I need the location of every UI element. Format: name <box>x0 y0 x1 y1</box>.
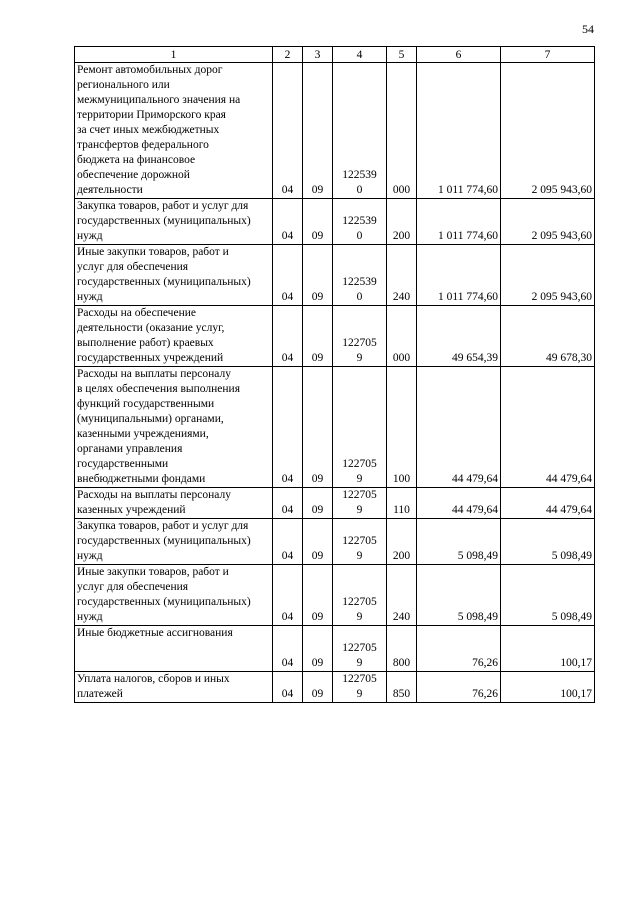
row-name-line: государственных (муниципальных) <box>77 215 251 227</box>
section-code-cell: 04 <box>273 672 303 703</box>
row-name-padding <box>77 641 270 656</box>
section-code-cell: 04 <box>273 306 303 367</box>
amount-cell-year2: 2 095 943,60 <box>501 63 595 199</box>
expense-type-cell: 000 <box>387 63 417 199</box>
row-name-cell <box>75 245 273 306</box>
target-article-line: 122539 <box>342 215 377 227</box>
row-name-line: Расходы на выплаты персоналу <box>77 368 231 380</box>
target-article-line: 122705 <box>342 535 377 547</box>
target-article-cell <box>333 306 387 367</box>
table-row <box>75 199 595 245</box>
amount-cell-year2: 44 479,64 <box>501 367 595 488</box>
row-name-cell <box>75 488 273 519</box>
amount-cell-year2: 5 098,49 <box>501 519 595 565</box>
expense-type-cell: 800 <box>387 626 417 672</box>
row-name-line: нужд <box>77 291 103 303</box>
row-name-line: Закупка товаров, работ и услуг для <box>77 520 249 532</box>
amount-cell-year1: 1 011 774,60 <box>417 245 501 306</box>
row-name-line: трансфертов федерального <box>77 139 209 151</box>
row-name-padding <box>77 656 270 671</box>
row-name-line: территории Приморского края <box>77 109 226 121</box>
target-article-line: 9 <box>356 550 363 562</box>
table-body <box>75 63 595 703</box>
amount-cell-year1: 44 479,64 <box>417 488 501 519</box>
row-name-cell <box>75 565 273 626</box>
row-name-line: межмуниципального значения на <box>77 94 241 106</box>
header-cell-7: 7 <box>501 47 595 63</box>
row-name-cell <box>75 367 273 488</box>
target-article-line: 9 <box>356 504 363 516</box>
target-article-line: 122539 <box>342 169 377 181</box>
row-name-line: платежей <box>77 688 123 700</box>
target-article-line: 9 <box>356 657 363 669</box>
row-name-line: функций государственными <box>77 398 215 410</box>
row-name-line: обеспечение дорожной <box>77 169 190 181</box>
row-name-line: казенными учреждениями, <box>77 428 209 440</box>
amount-cell-year1: 76,26 <box>417 672 501 703</box>
row-name-line: услуг для обеспечения <box>77 261 189 273</box>
expense-type-cell: 000 <box>387 306 417 367</box>
row-name-line: Расходы на обеспечение <box>77 307 196 319</box>
amount-cell-year2: 2 095 943,60 <box>501 199 595 245</box>
subsection-code-cell: 09 <box>303 626 333 672</box>
row-name-line: (муниципальными) органами, <box>77 413 224 425</box>
amount-cell-year1: 5 098,49 <box>417 565 501 626</box>
row-name-cell <box>75 199 273 245</box>
header-cell-5: 5 <box>387 47 417 63</box>
table-row <box>75 488 595 519</box>
row-name-line: в целях обеспечения выполнения <box>77 383 240 395</box>
row-name-line: Иные закупки товаров, работ и <box>77 246 229 258</box>
expense-type-cell: 200 <box>387 519 417 565</box>
expense-type-cell: 850 <box>387 672 417 703</box>
target-article-line: 122705 <box>342 673 377 685</box>
subsection-code-cell: 09 <box>303 488 333 519</box>
section-code-cell: 04 <box>273 626 303 672</box>
expense-type-cell: 240 <box>387 245 417 306</box>
target-article-line: 9 <box>356 611 363 623</box>
target-article-line: 0 <box>356 230 363 242</box>
table-row <box>75 565 595 626</box>
row-name-line: регионального или <box>77 79 170 91</box>
subsection-code-cell: 09 <box>303 672 333 703</box>
target-article-cell <box>333 626 387 672</box>
section-code-cell: 04 <box>273 199 303 245</box>
target-article-cell <box>333 245 387 306</box>
row-name-cell <box>75 63 273 199</box>
target-article-line: 122539 <box>342 276 377 288</box>
amount-cell-year1: 44 479,64 <box>417 367 501 488</box>
amount-cell-year2: 5 098,49 <box>501 565 595 626</box>
row-name-line: органами управления <box>77 443 183 455</box>
section-code-cell: 04 <box>273 565 303 626</box>
table-row <box>75 245 595 306</box>
expense-type-cell: 110 <box>387 488 417 519</box>
header-cell-1: 1 <box>75 47 273 63</box>
amount-cell-year1: 76,26 <box>417 626 501 672</box>
amount-cell-year2: 2 095 943,60 <box>501 245 595 306</box>
row-name-line: нужд <box>77 230 103 242</box>
row-name-line: государственных (муниципальных) <box>77 596 251 608</box>
row-name-line: выполнение работ) краевых <box>77 337 214 349</box>
expense-type-cell: 100 <box>387 367 417 488</box>
target-article-line: 9 <box>356 352 363 364</box>
subsection-code-cell: 09 <box>303 306 333 367</box>
row-name-cell <box>75 519 273 565</box>
amount-cell-year1: 1 011 774,60 <box>417 63 501 199</box>
section-code-cell: 04 <box>273 519 303 565</box>
row-name-cell <box>75 672 273 703</box>
row-name-line: казенных учреждений <box>77 504 186 516</box>
subsection-code-cell: 09 <box>303 519 333 565</box>
header-row <box>75 47 595 63</box>
row-name-line: внебюджетными фондами <box>77 473 206 485</box>
target-article-line: 9 <box>356 473 363 485</box>
row-name-line: деятельности (оказание услуг, <box>77 322 225 334</box>
expense-type-cell: 200 <box>387 199 417 245</box>
amount-cell-year2: 100,17 <box>501 626 595 672</box>
target-article-cell <box>333 519 387 565</box>
row-name-line: государственных учреждений <box>77 352 224 364</box>
row-name-line: Иные закупки товаров, работ и <box>77 566 229 578</box>
target-article-line: 122705 <box>342 458 377 470</box>
section-code-cell: 04 <box>273 245 303 306</box>
section-code-cell: 04 <box>273 488 303 519</box>
target-article-cell <box>333 672 387 703</box>
table-row <box>75 367 595 488</box>
subsection-code-cell: 09 <box>303 199 333 245</box>
header-cell-2: 2 <box>273 47 303 63</box>
target-article-line: 122705 <box>342 596 377 608</box>
header-cell-6: 6 <box>417 47 501 63</box>
row-name-line: Ремонт автомобильных дорог <box>77 64 223 76</box>
row-name-line: за счет иных межбюджетных <box>77 124 220 136</box>
row-name-line: Иные бюджетные ассигнования <box>77 627 233 639</box>
table-row <box>75 63 595 199</box>
row-name-cell <box>75 306 273 367</box>
table-row <box>75 306 595 367</box>
amount-cell-year2: 49 678,30 <box>501 306 595 367</box>
row-name-line: государственных (муниципальных) <box>77 276 251 288</box>
table-row <box>75 519 595 565</box>
row-name-line: нужд <box>77 550 103 562</box>
amount-cell-year1: 49 654,39 <box>417 306 501 367</box>
target-article-line: 122705 <box>342 642 377 654</box>
target-article-cell <box>333 488 387 519</box>
row-name-line: Расходы на выплаты персоналу <box>77 489 231 501</box>
amount-cell-year2: 44 479,64 <box>501 488 595 519</box>
subsection-code-cell: 09 <box>303 565 333 626</box>
target-article-cell <box>333 199 387 245</box>
row-name-line: нужд <box>77 611 103 623</box>
row-name-line: Закупка товаров, работ и услуг для <box>77 200 249 212</box>
expense-type-cell: 240 <box>387 565 417 626</box>
target-article-cell <box>333 565 387 626</box>
row-name-cell <box>75 626 273 672</box>
table-row <box>75 626 595 672</box>
target-article-line: 0 <box>356 184 363 196</box>
subsection-code-cell: 09 <box>303 367 333 488</box>
target-article-line: 9 <box>356 688 363 700</box>
section-code-cell: 04 <box>273 367 303 488</box>
row-name-line: деятельности <box>77 184 143 196</box>
header-cell-3: 3 <box>303 47 333 63</box>
row-name-line: бюджета на финансовое <box>77 154 196 166</box>
budget-table <box>74 46 595 703</box>
page-number: 54 <box>582 22 594 36</box>
amount-cell-year1: 5 098,49 <box>417 519 501 565</box>
subsection-code-cell: 09 <box>303 245 333 306</box>
header-cell-4: 4 <box>333 47 387 63</box>
table-row <box>75 672 595 703</box>
target-article-line: 122705 <box>342 337 377 349</box>
section-code-cell: 04 <box>273 63 303 199</box>
target-article-line: 122705 <box>342 489 377 501</box>
row-name-line: услуг для обеспечения <box>77 581 189 593</box>
target-article-cell <box>333 367 387 488</box>
amount-cell-year1: 1 011 774,60 <box>417 199 501 245</box>
target-article-cell <box>333 63 387 199</box>
target-article-line: 0 <box>356 291 363 303</box>
row-name-line: Уплата налогов, сборов и иных <box>77 673 230 685</box>
row-name-line: государственных (муниципальных) <box>77 535 251 547</box>
row-name-line: государственными <box>77 458 169 470</box>
amount-cell-year2: 100,17 <box>501 672 595 703</box>
subsection-code-cell: 09 <box>303 63 333 199</box>
